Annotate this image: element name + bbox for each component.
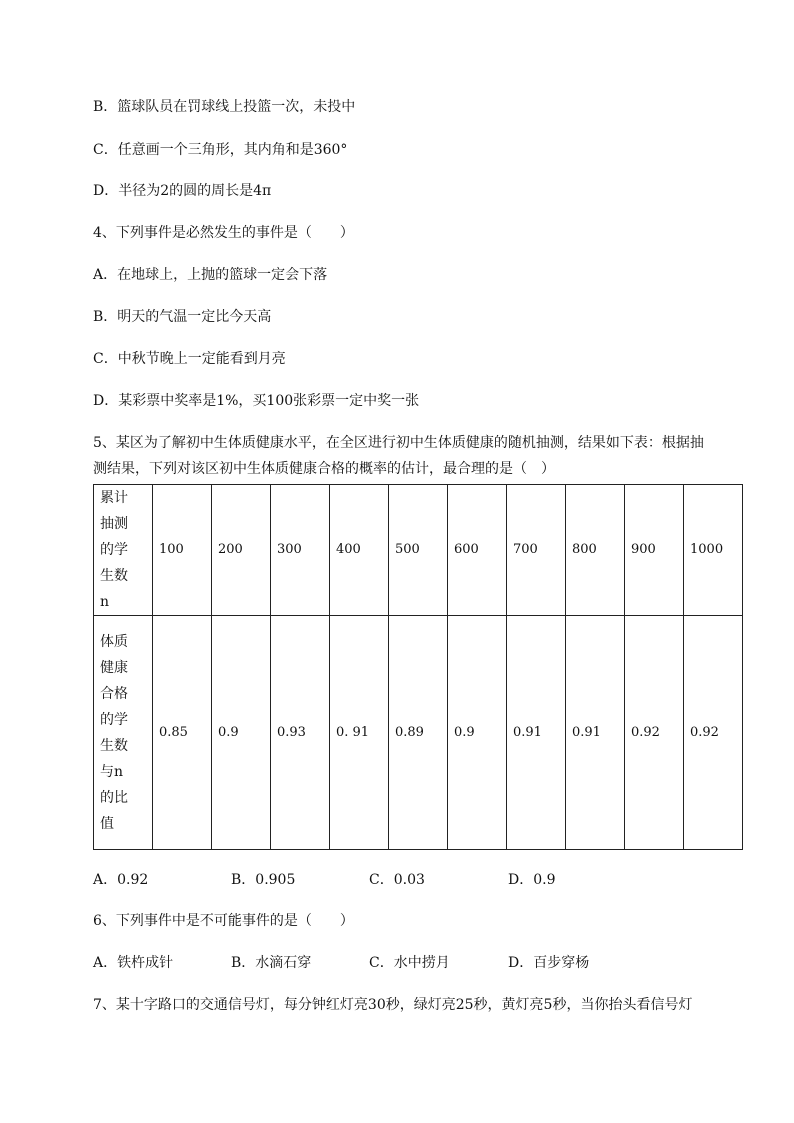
count-cell: 400 <box>330 485 389 616</box>
question-5-stem-line-1: 5、某区为了解初中生体质健康水平，在全区进行初中生体质健康的随机抽测，结果如下表：根据抽 <box>93 435 704 451</box>
sampling-results-table <box>93 484 743 850</box>
question-5-stem-line-2: 测结果，下列对该区初中生体质健康合格的概率的估计，最合理的是（ ） <box>93 461 555 477</box>
question-6-options <box>93 953 753 973</box>
table-header-cell: 累计抽测的学生数n <box>94 485 153 616</box>
question-6-option-c: C．水中捞月 <box>369 955 450 971</box>
ratio-cell: 0.9 <box>212 616 271 850</box>
count-cell: 900 <box>625 485 684 616</box>
question-3-option-b: B．篮球队员在罚球线上投篮一次，未投中 <box>93 99 356 115</box>
question-4-option-c: C．中秋节晚上一定能看到月亮 <box>93 351 286 367</box>
table-row-ratios <box>94 616 743 850</box>
ratio-cell: 0.9 <box>448 616 507 850</box>
table-row-counts <box>94 485 743 616</box>
count-cell: 600 <box>448 485 507 616</box>
question-5-options <box>93 870 753 890</box>
question-6-option-a: A．铁杵成针 <box>93 955 174 971</box>
ratio-cell: 0.92 <box>625 616 684 850</box>
count-cell: 300 <box>271 485 330 616</box>
table-header-cell: 体质健康合格的学生数与n的比值 <box>94 616 153 850</box>
ratio-cell: 0.91 <box>507 616 566 850</box>
question-3-option-c: C．任意画一个三角形，其内角和是360° <box>93 142 348 158</box>
ratio-cell: 0.93 <box>271 616 330 850</box>
ratio-cell: 0.89 <box>389 616 448 850</box>
question-6-option-d: D．百步穿杨 <box>508 955 590 971</box>
question-5-option-a: A．0.92 <box>93 872 149 888</box>
question-4-option-d: D．某彩票中奖率是1%，买100张彩票一定中奖一张 <box>93 393 420 409</box>
question-6-option-b: B．水滴石穿 <box>231 955 312 971</box>
count-cell: 800 <box>566 485 625 616</box>
ratio-cell: 0. 91 <box>330 616 389 850</box>
question-4-stem: 4、下列事件是必然发生的事件是（ ） <box>93 225 354 241</box>
question-5-option-b: B．0.905 <box>231 872 296 888</box>
count-cell: 1000 <box>684 485 743 616</box>
count-cell: 200 <box>212 485 271 616</box>
ratio-cell: 0.91 <box>566 616 625 850</box>
count-cell: 700 <box>507 485 566 616</box>
question-4-option-a: A．在地球上，上抛的篮球一定会下落 <box>93 267 328 283</box>
count-cell: 500 <box>389 485 448 616</box>
count-cell: 100 <box>153 485 212 616</box>
question-7-stem: 7、某十字路口的交通信号灯，每分钟红灯亮30秒，绿灯亮25秒，黄灯亮5秒，当你抬头看信号灯 <box>93 997 693 1013</box>
question-3-option-d: D．半径为2的圆的周长是4π <box>93 183 272 199</box>
question-5-option-d: D．0.9 <box>508 872 556 888</box>
question-5-option-c: C．0.03 <box>369 872 425 888</box>
ratio-cell: 0.85 <box>153 616 212 850</box>
ratio-cell: 0.92 <box>684 616 743 850</box>
question-6-stem: 6、下列事件中是不可能事件的是（ ） <box>93 913 354 929</box>
question-4-option-b: B．明天的气温一定比今天高 <box>93 309 272 325</box>
